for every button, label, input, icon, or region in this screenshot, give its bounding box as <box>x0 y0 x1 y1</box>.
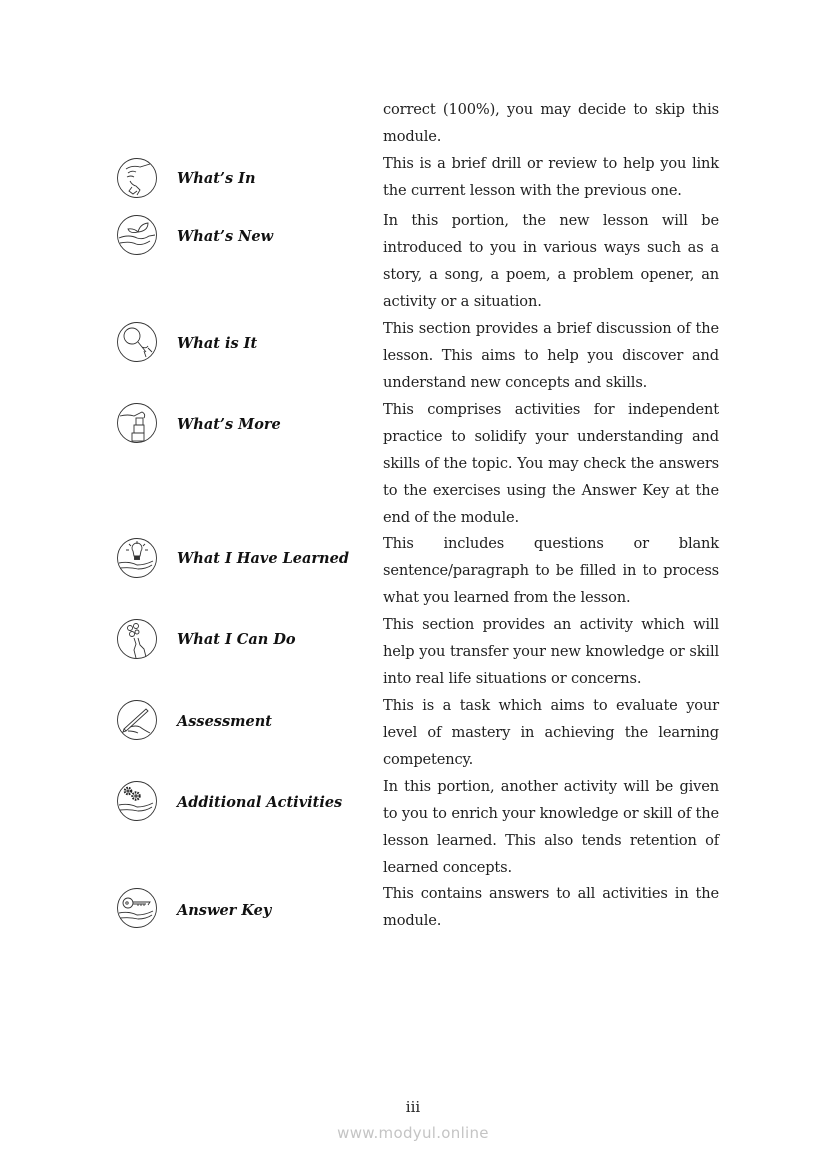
section-description: This is a brief drill or review to help you link the current lesson with the previous one. <box>383 155 719 199</box>
key-hand-icon <box>116 887 158 929</box>
section-description: This is a task which aims to evaluate your level of mastery in achieving the learning competency. <box>383 697 719 768</box>
section-description: This contains answers to all activities in the module. <box>383 885 719 929</box>
section-title: Additional Activities <box>177 794 343 811</box>
hand-pen-icon <box>116 699 158 741</box>
stacking-blocks-icon <box>116 402 158 444</box>
section-description: This section provides a brief discussion of the lesson. This aims to help you discover and understand new concepts and skills. <box>383 320 719 391</box>
lightbulb-hand-icon <box>116 537 158 579</box>
section-title: Assessment <box>177 713 272 730</box>
section-description: In this portion, the new lesson will be introduced to you in various ways such as a story, a song, a poem, a problem opener, an activity or a situation. <box>383 212 719 310</box>
continuation-text: correct (100%), you may decide to skip this module. <box>383 101 719 145</box>
gears-hand-icon <box>116 780 158 822</box>
section-title: What I Have Learned <box>177 550 349 567</box>
magnifying-glass-icon <box>116 321 158 363</box>
hand-drawing-icon <box>116 157 158 199</box>
section-description: This includes questions or blank sentence/paragraph to be filled in to process what you learned from the lesson. <box>383 535 719 606</box>
section-title: What’s New <box>177 228 274 245</box>
section-description: This section provides an activity which will help you transfer your new knowledge or skill into real life situations or concerns. <box>383 616 719 687</box>
section-title: What I Can Do <box>177 631 296 648</box>
section-title: What’s More <box>177 416 281 433</box>
section-title: Answer Key <box>177 902 272 919</box>
hand-leaf-icon <box>116 214 158 256</box>
section-title: What is It <box>177 335 258 352</box>
section-title: What’s In <box>177 170 256 187</box>
section-description: In this portion, another activity will be given to you to enrich your knowledge or skill of the lesson learned. This also tends retention of learned concepts. <box>383 778 719 876</box>
watermark: www.modyul.online <box>337 1124 489 1142</box>
page-number: iii <box>405 1098 421 1116</box>
hand-gears-icon <box>116 618 158 660</box>
section-description: This comprises activities for independent practice to solidify your understanding and skills of the topic. You may check the answers to the exercises using the Answer Key at the end of the module. <box>383 401 719 526</box>
